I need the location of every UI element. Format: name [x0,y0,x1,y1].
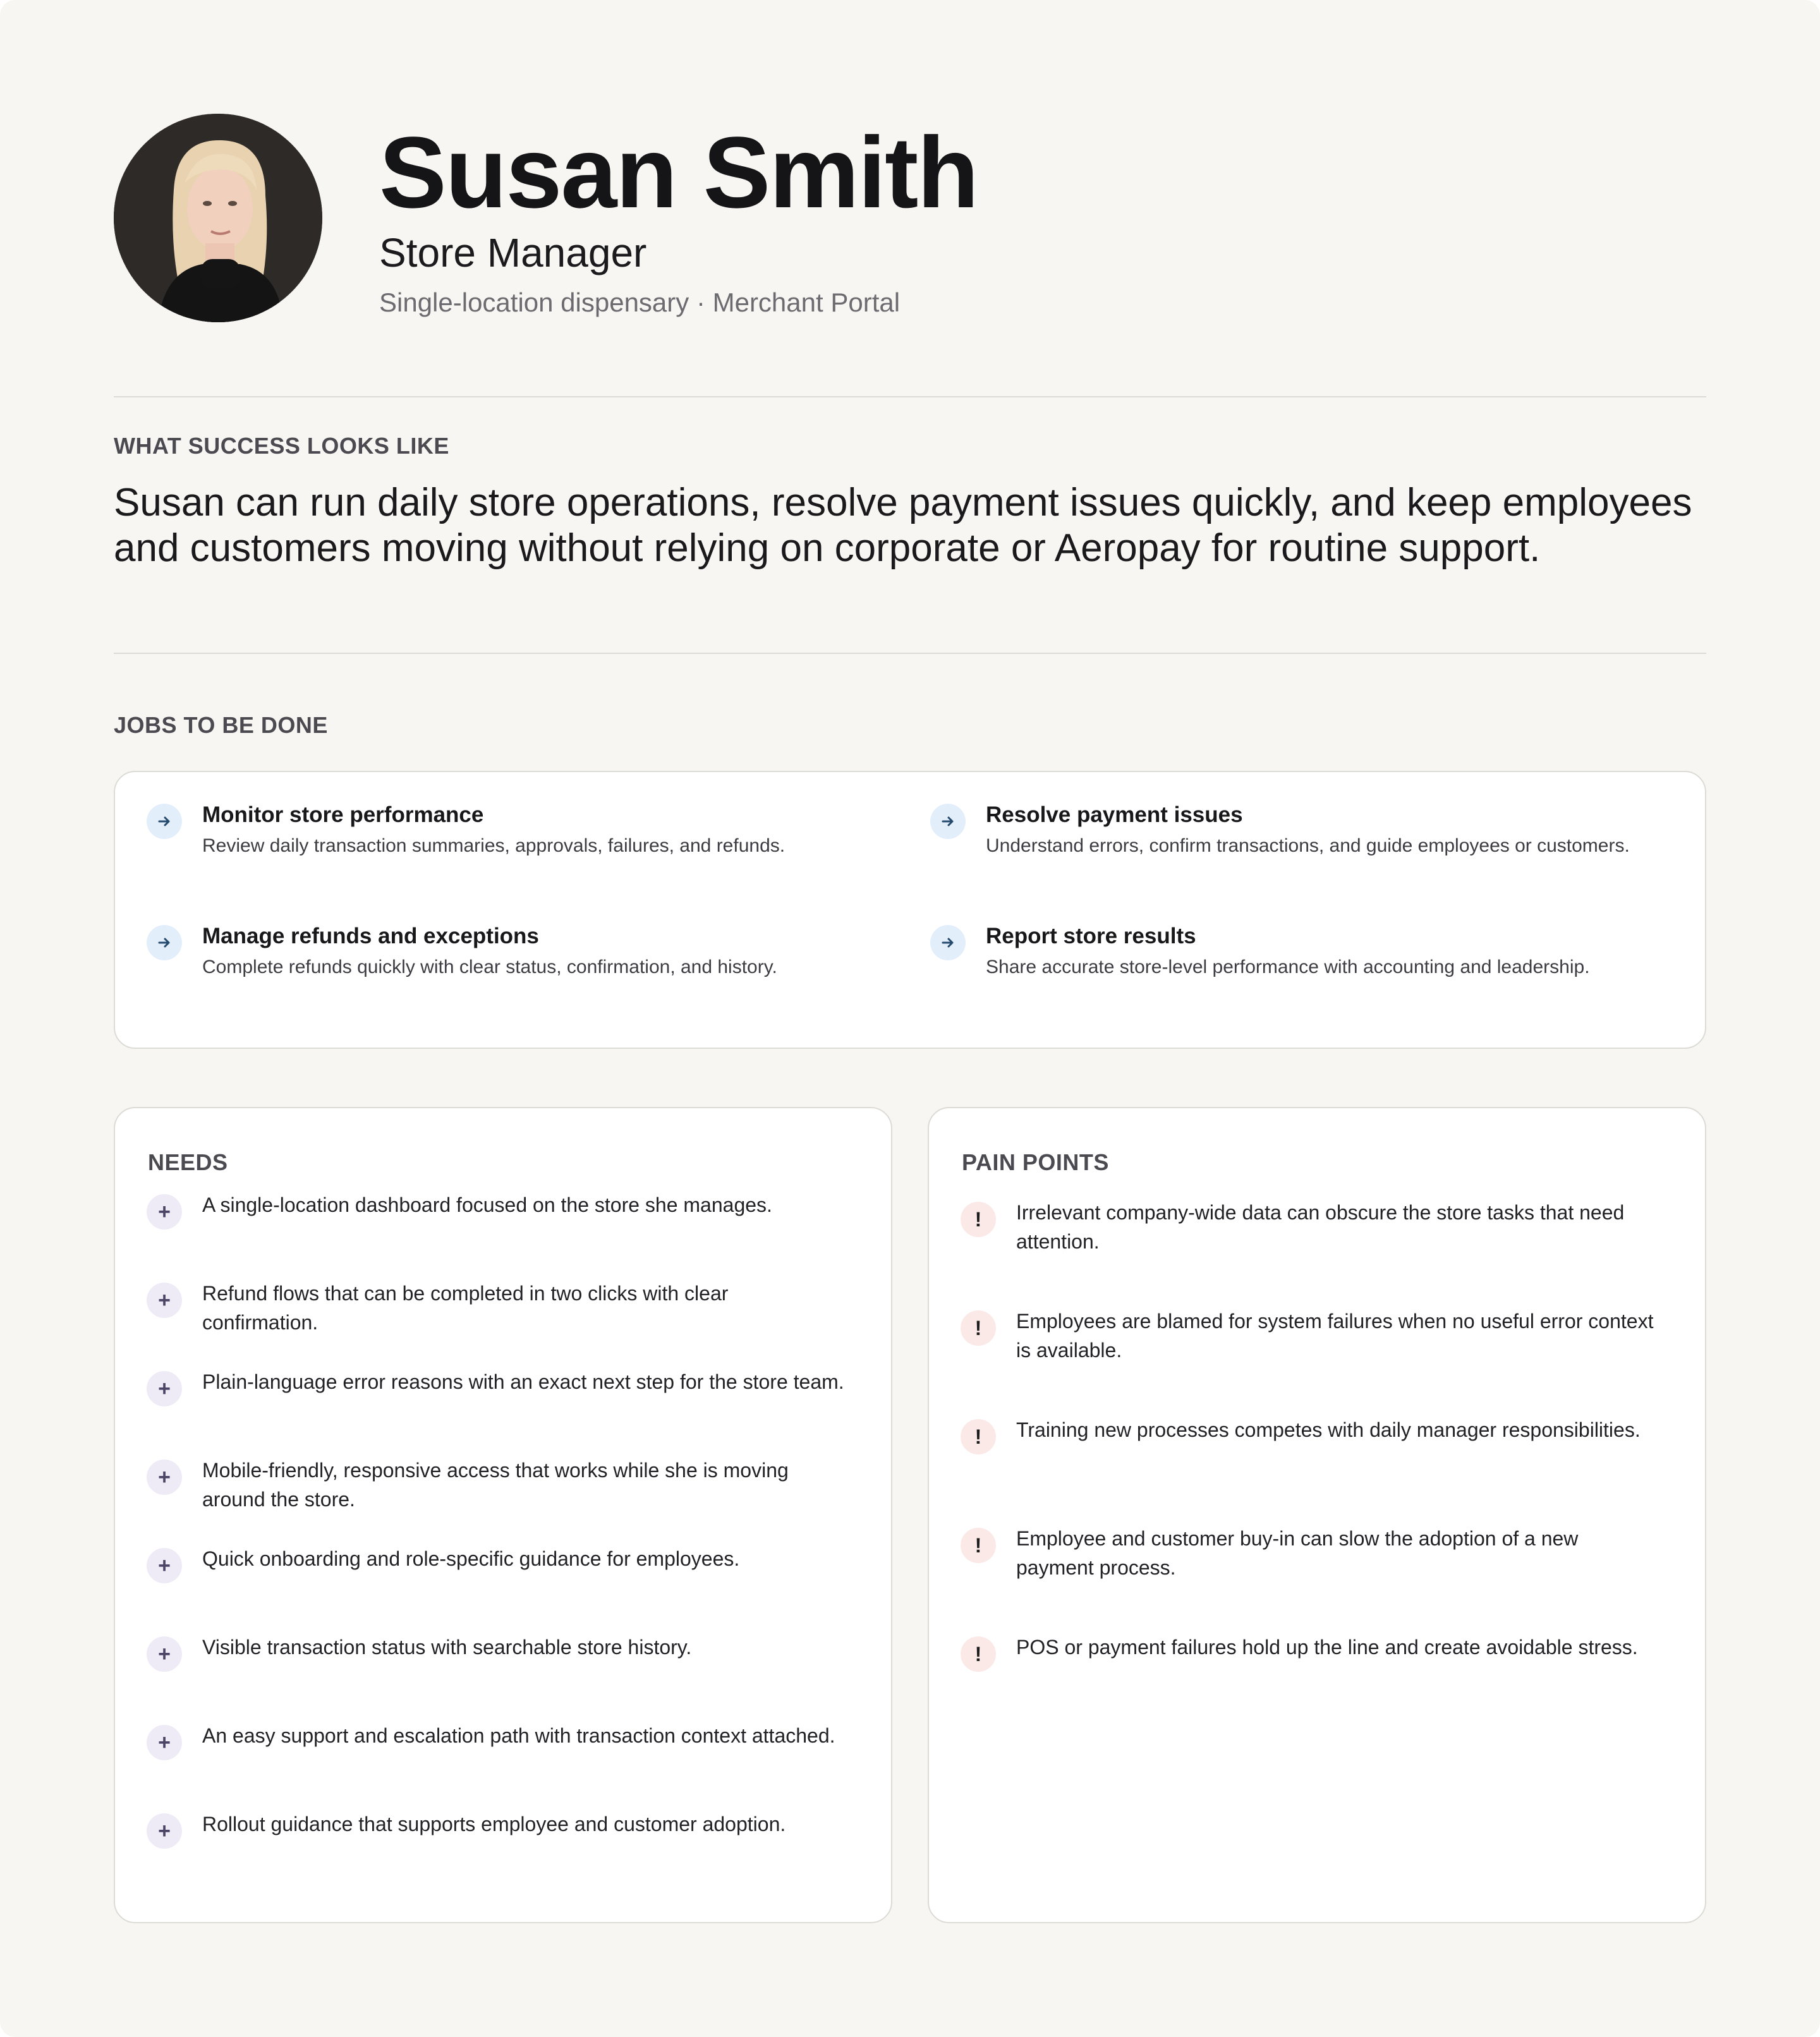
need-text: An easy support and escalation path with transaction context attached. [202,1724,835,1747]
plus-icon: + [147,1283,182,1318]
need-text: Rollout guidance that supports employee and customer adoption. [202,1813,786,1835]
arrow-right-icon [930,804,966,839]
exclamation-icon: ! [961,1636,996,1672]
job-title: Monitor store performance [202,802,484,827]
need-text: Quick onboarding and role-specific guidance for employees. [202,1547,740,1570]
avatar [114,114,322,322]
exclamation-icon: ! [961,1202,996,1237]
needs-label: NEEDS [148,1149,228,1175]
plus-icon: + [147,1371,182,1406]
need-text: Visible transaction status with searchable store history. [202,1636,692,1659]
plus-icon: + [147,1813,182,1849]
job-description: Review daily transaction summaries, approvals, failures, and refunds. [202,835,786,856]
plus-icon: + [147,1194,182,1230]
job-description: Understand errors, confirm transactions, and guide employees or customers. [986,835,1630,856]
need-text: Plain-language error reasons with an exact next step for the store team. [202,1370,844,1393]
persona-role: Store Manager [379,230,647,275]
job-description: Share accurate store-level performance with accounting and leadership. [986,957,1590,977]
success-statement: Susan can run daily store operations, resolve payment issues quickly, and keep employees and customers moving without relying on corporate or Aeropay for routine support. [114,481,1692,570]
pain-point-text: Training new processes competes with daily manager responsibilities. [1016,1418,1641,1441]
job-description: Complete refunds quickly with clear status, confirmation, and history. [202,957,777,977]
persona-name: Susan Smith [379,116,978,229]
exclamation-icon: ! [961,1528,996,1563]
divider [114,653,1706,654]
divider [114,396,1706,397]
jobs-label: JOBS TO BE DONE [114,712,328,738]
needs-panel [114,1107,892,1923]
pain-points-label: PAIN POINTS [962,1149,1109,1175]
pain-point-text: Employees are blamed for system failures when no useful error context is available. [1016,1310,1654,1362]
arrow-right-icon [147,804,182,839]
pain-point-text: POS or payment failures hold up the line and create avoidable stress. [1016,1636,1638,1659]
arrow-right-icon [147,925,182,960]
arrow-right-icon [930,925,966,960]
pain-point-text: Irrelevant company-wide data can obscure the store tasks that need attention. [1016,1201,1625,1253]
plus-icon: + [147,1548,182,1583]
job-title: Manage refunds and exceptions [202,924,539,948]
pain-points-panel [928,1107,1706,1923]
need-text: Mobile-friendly, responsive access that works while she is moving around the store. [202,1459,789,1511]
need-text: A single-location dashboard focused on the store she manages. [202,1194,772,1216]
plus-icon: + [147,1460,182,1495]
pain-point-text: Employee and customer buy-in can slow the adoption of a new payment process. [1016,1527,1579,1579]
portrait-photo-icon [114,114,322,322]
job-title: Report store results [986,924,1196,948]
jobs-panel [114,771,1706,1049]
exclamation-icon: ! [961,1310,996,1346]
job-title: Resolve payment issues [986,802,1243,827]
need-text: Refund flows that can be completed in two clicks with clear confirmation. [202,1282,729,1334]
success-label: WHAT SUCCESS LOOKS LIKE [114,433,449,459]
persona-context: Single-location dispensary · Merchant Portal [379,287,901,317]
exclamation-icon: ! [961,1419,996,1454]
plus-icon: + [147,1725,182,1760]
plus-icon: + [147,1636,182,1672]
